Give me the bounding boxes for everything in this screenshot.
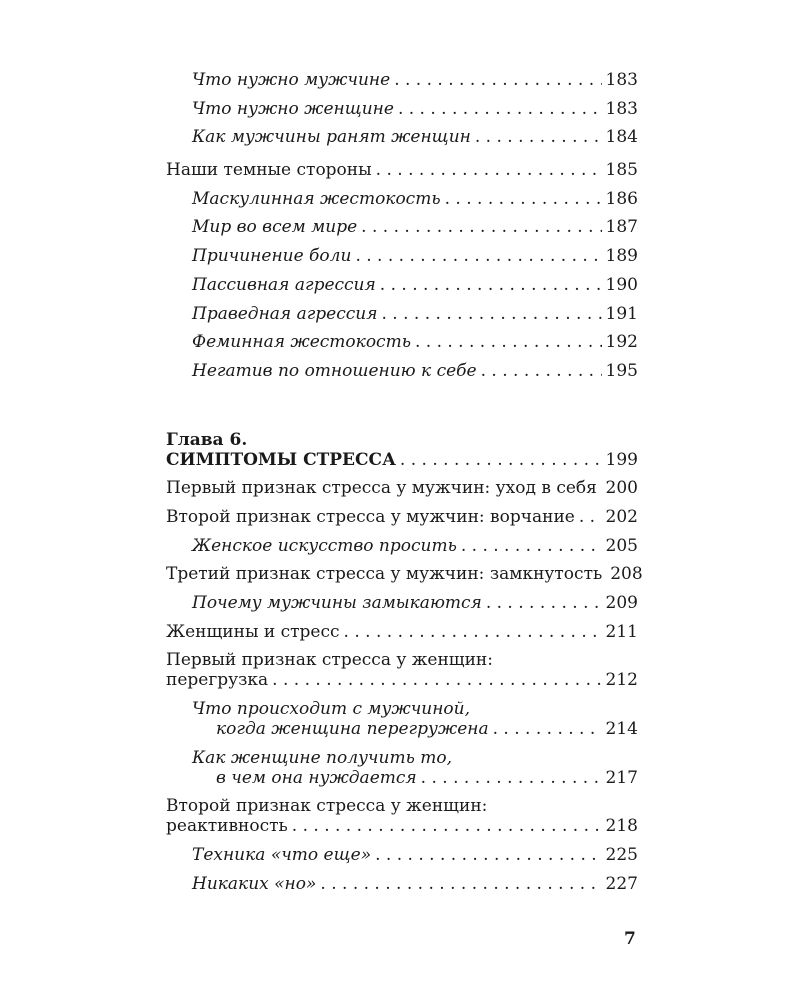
chapter-title-row	[166, 450, 638, 470]
chapter-label: Глава 6.	[166, 429, 248, 450]
toc-section-page: 208	[610, 564, 643, 585]
chapter-page: 199	[605, 449, 638, 470]
dot-leader	[481, 361, 602, 381]
toc-entry	[166, 70, 638, 90]
toc-section-page: 211	[605, 621, 638, 642]
toc-section	[166, 507, 638, 527]
toc-section-title: Третий признак стресса у мужчин: замкнутость	[166, 564, 603, 585]
toc-entry	[166, 246, 638, 266]
dot-leader	[445, 189, 602, 209]
toc-entry	[166, 536, 638, 556]
toc-entry-page: 217	[605, 767, 638, 788]
table-of-contents	[166, 70, 643, 903]
toc-section	[166, 478, 638, 498]
toc-entry-title-line1: Что происходит с мужчиной,	[192, 699, 471, 720]
toc-entry	[166, 332, 638, 352]
toc-entry-page: 184	[605, 127, 638, 148]
toc-entry-page: 192	[605, 332, 638, 353]
toc-section-title: Второй признак стресса у мужчин: ворчание	[166, 506, 575, 527]
toc-entry-title: Праведная агрессия	[192, 303, 378, 324]
toc-section-title-line2: реактивность	[166, 816, 288, 837]
dot-leader	[320, 874, 601, 894]
page-number: 7	[624, 929, 636, 949]
toc-section-title: Первый признак стресса у мужчин: уход в себя	[166, 478, 597, 499]
toc-entry-page: 205	[605, 535, 638, 556]
toc-entry-title: Как мужчины ранят женщин	[192, 127, 471, 148]
toc-entry	[166, 99, 638, 119]
toc-section	[166, 564, 643, 585]
dot-leader	[355, 246, 601, 266]
toc-section-title: Женщины и стресс	[166, 621, 340, 642]
toc-entry-title: Маскулинная жестокость	[192, 188, 441, 209]
toc-entry-title: Почему мужчины замыкаются	[192, 593, 482, 613]
toc-entry-title: Никаких «но»	[192, 873, 317, 894]
dot-leader	[421, 768, 602, 788]
toc-section-title-line2: перегрузка	[166, 670, 269, 691]
toc-entry-page: 191	[605, 303, 638, 324]
toc-entry-page: 183	[605, 98, 638, 119]
toc-entry-page: 187	[605, 217, 638, 238]
dot-leader	[493, 719, 602, 739]
toc-entry-title: Что нужно женщине	[192, 98, 394, 119]
toc-section	[166, 160, 638, 180]
dot-leader	[475, 127, 602, 147]
toc-entry-title: Феминная жестокость	[192, 332, 411, 353]
toc-entry-page: 186	[605, 188, 638, 209]
dot-leader	[415, 332, 602, 352]
toc-section	[166, 622, 638, 642]
toc-entry	[166, 874, 638, 894]
chapter-title: СИМПТОМЫ СТРЕССА	[166, 449, 396, 470]
toc-entry-title: Что нужно мужчине	[192, 70, 391, 90]
toc-entry-page: 189	[605, 246, 638, 267]
toc-entry-page: 209	[605, 593, 638, 613]
toc-entry-title: Причинение боли	[192, 246, 352, 267]
toc-entry-page: 225	[605, 845, 638, 866]
toc-entry-title: Пассивная агрессия	[192, 274, 376, 295]
dot-leader	[400, 450, 602, 470]
toc-section-page: 218	[605, 816, 638, 837]
toc-section-page: 212	[605, 670, 638, 691]
dot-leader	[376, 160, 602, 180]
toc-entry-title-line2: когда женщина перегружена	[216, 719, 489, 740]
dot-leader	[344, 622, 602, 642]
toc-section-page: 200	[605, 478, 638, 499]
dot-leader	[272, 670, 601, 690]
dot-leader	[380, 275, 602, 295]
toc-entry-title: Негатив по отношению к себе	[192, 360, 477, 381]
toc-entry	[166, 275, 638, 295]
toc-entry-title: Техника «что еще»	[192, 845, 372, 866]
dot-leader	[486, 593, 602, 613]
toc-entry-page: 195	[605, 360, 638, 381]
toc-entry-page: 190	[605, 274, 638, 295]
toc-entry-page: 227	[605, 873, 638, 894]
dot-leader	[398, 99, 602, 119]
toc-section-title-line1: Первый признак стресса у женщин:	[166, 650, 493, 671]
dot-leader	[361, 217, 601, 237]
dot-leader	[601, 478, 602, 498]
toc-entry	[166, 217, 638, 237]
toc-entry-page: 214	[605, 719, 638, 740]
toc-entry	[166, 304, 638, 324]
toc-entry	[166, 845, 638, 865]
toc-entry-page: 183	[605, 70, 638, 90]
dot-leader	[375, 845, 601, 865]
dot-leader	[394, 70, 601, 90]
dot-leader	[292, 816, 602, 836]
toc-section-multiline	[166, 650, 638, 690]
toc-entry-title: Женское искусство просить	[192, 535, 457, 556]
toc-section-page: 202	[605, 506, 638, 527]
toc-section-title-line1: Второй признак стресса у женщин:	[166, 796, 488, 817]
toc-section-page: 185	[605, 160, 638, 181]
dot-leader	[461, 536, 602, 556]
toc-entry-multiline	[166, 699, 638, 739]
toc-entry	[166, 361, 638, 381]
toc-entry-multiline	[166, 748, 638, 788]
toc-entry-title-line2: в чем она нуждается	[216, 767, 417, 788]
toc-section-multiline	[166, 796, 638, 836]
toc-section-title: Наши темные стороны	[166, 160, 372, 181]
toc-entry-title-line1: Как женщине получить то,	[192, 747, 452, 768]
toc-entry	[166, 127, 638, 147]
toc-entry	[166, 189, 638, 209]
toc-entry	[166, 593, 638, 613]
dot-leader	[381, 304, 601, 324]
toc-entry-title: Мир во всем мире	[192, 217, 358, 238]
dot-leader	[579, 507, 602, 527]
